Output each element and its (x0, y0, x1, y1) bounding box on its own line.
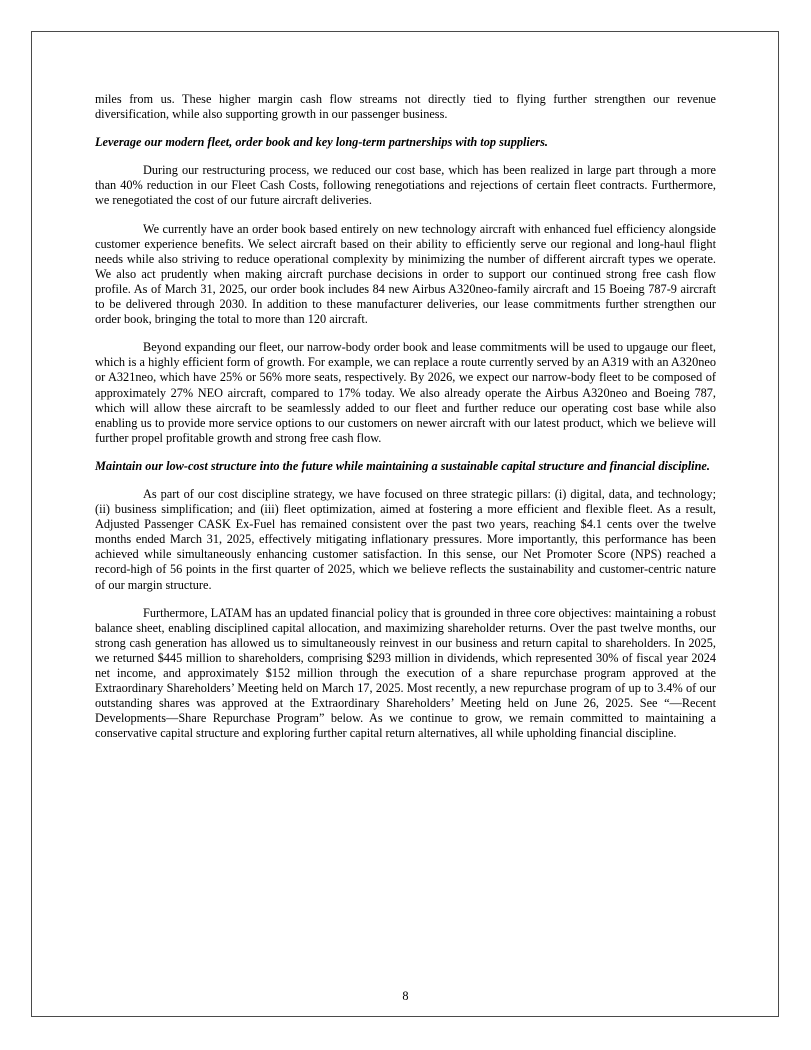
paragraph-restructuring: During our restructuring process, we reduced our cost base, which has been realized in large part through a more than 40% reduction in our Fleet Cash Costs, following renegotiations and rejections of certain fleet contracts. Furthermore, we renegotiated the cost of our future aircraft deliveries. (95, 163, 716, 208)
section-heading-fleet: Leverage our modern fleet, order book and key long-term partnerships with top suppliers. (95, 135, 548, 150)
section-heading-low-cost: Maintain our low-cost structure into the future while maintaining a sustainable capital structure and financial discipline. (95, 458, 710, 473)
paragraph-order-book: We currently have an order book based entirely on new technology aircraft with enhanced fuel efficiency alongside customer experience benefits. We select aircraft based on their ability to efficiently serve our regional and long-haul flight needs while also striving to reduce operational complexity by minimizing the number of different aircraft types we operate. We also act prudently when making aircraft purchase decisions in order to support our continued strong free cash flow profile. As of March 31, 2025, our order book includes 84 new Airbus A320neo-family aircraft and 15 Boeing 787-9 aircraft to be delivered through 2030. In addition to these manufacturer deliveries, our lease commitments further strengthen our order book, bringing the total to more than 120 aircraft. (95, 221, 716, 327)
paragraph-financial-policy: Furthermore, LATAM has an updated financial policy that is grounded in three core objectives: maintaining a robust balance sheet, enabling disciplined capital allocation, and maximizing shareholder returns. Over the past twelve months, our strong cash generation has allowed us to simultaneously reinvest in our business and return capital to shareholders. In 2025, we returned $445 million to shareholders, comprising $293 million in dividends, which represented 30% of fiscal year 2024 net income, and approximately $152 million through the execution of a share repurchase program approved at the Extraordinary Shareholders’ Meeting held on March 17, 2025. Most recently, a new repurchase program of up to 3.4% of our outstanding shares was approved at the Extraordinary Shareholders’ Meeting held on June 26, 2025. See “—Recent Developments—Share Repurchase Program” below. As we continue to grow, we remain committed to maintaining a conservative capital structure and exploring further capital return alternatives, all while upholding financial discipline. (95, 605, 716, 741)
page-number: 8 (402, 989, 409, 1003)
paragraph-cost-discipline: As part of our cost discipline strategy, we have focused on three strategic pillars: (i) digital, data, and technology; (ii) business simplification; and (iii) fleet optimization, aimed at fostering a more efficient and flexible fleet. As a result, Adjusted Passenger CASK Ex-Fuel has remained consistent over the past two years, reaching $4.1 cents over the twelve months ended March 31, 2025, effectively mitigating inflationary pressures. More importantly, this performance has been achieved while simultaneously enhancing customer satisfaction. In this sense, our Net Promoter Score (NPS) reached a record-high of 56 points in the first quarter of 2025, which we believe reflects the sustainability and customer-centric nature of our margin structure. (95, 486, 716, 592)
paragraph-upgauge: Beyond expanding our fleet, our narrow-body order book and lease commitments will be used to upgauge our fleet, which is a highly efficient form of growth. For example, we can replace a route currently served by an A319 with an A320neo or A321neo, which have 25% or 56% more seats, respectively. By 2026, we expect our narrow-body fleet to be composed of approximately 27% NEO aircraft, compared to 17% today. We also already operate the Airbus A320neo and Boeing 787, which will allow these aircraft to be seamlessly added to our fleet and further reduce our operating cost base while also enabling us to provide more service options to our customers on newer aircraft with our latest product, which we believe will further propel profitable growth and strong free cash flow. (95, 340, 716, 445)
document-body (95, 92, 716, 741)
paragraph-continuation: miles from us. These higher margin cash flow streams not directly tied to flying further strengthen our revenue diversification, while also supporting growth in our passenger business. (95, 92, 716, 122)
